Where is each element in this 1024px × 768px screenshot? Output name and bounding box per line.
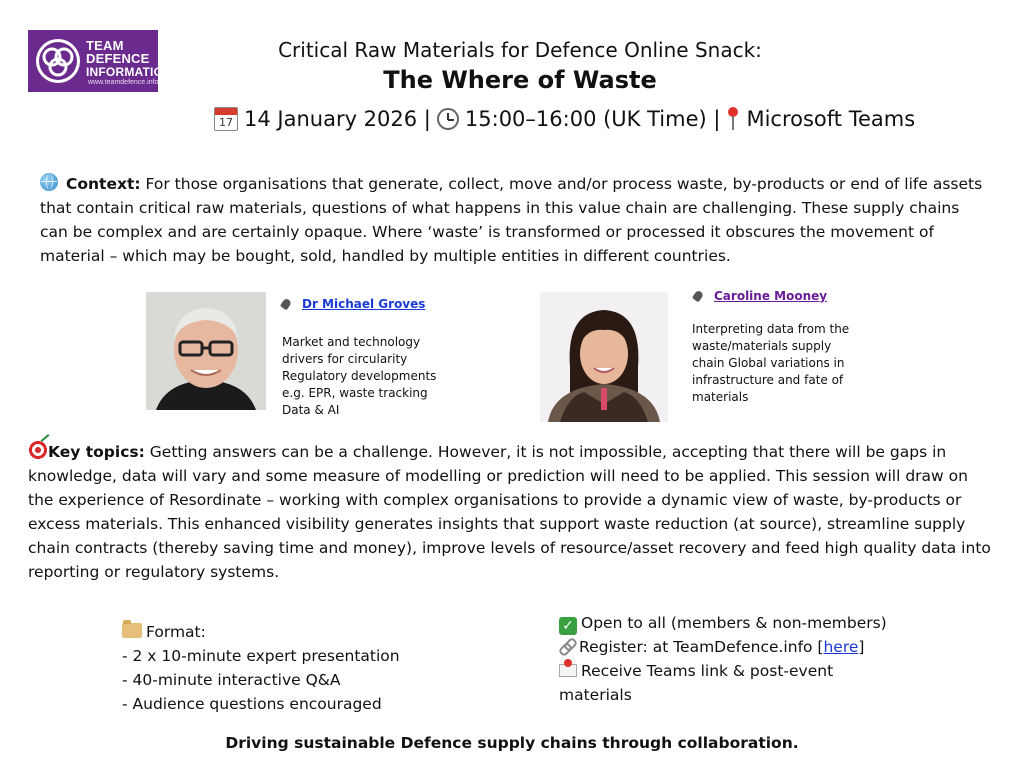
target-icon [28,440,48,460]
speaker-description-caroline-mooney: Interpreting data from the waste/materials supply chain Global variations in infrastructure and fate of materials [692,322,850,404]
folder-icon [122,623,142,638]
location-pin-icon [726,106,740,132]
register-text: Register: at TeamDefence.info [ [579,638,824,656]
envelope-icon [559,664,577,677]
format-item: - Audience questions encouraged [122,695,382,713]
logo-emblem-icon [32,36,84,86]
checkmark-icon: ✓ [559,617,577,635]
speaker-name-link-michael-groves[interactable]: Dr Michael Groves [282,297,425,311]
key-topics-label: Key topics: [48,443,145,461]
event-time: 15:00–16:00 (UK Time) | [464,107,721,131]
team-defence-logo [28,30,172,92]
event-title: The Where of Waste [383,66,657,94]
context-text: For those organisations that generate, collect, move and/or process waste, by-products or end of life assets that contain critical raw materials, questions of what happens in this value chain are challenging. These supply chains can be complex and are certainly opaque. Where ‘waste’ is transformed or processed it obscures the movement of material – which may be bought, sold, handled by multiple entities in different countries. [40,175,983,265]
calendar-icon: 17 [214,107,238,131]
key-topics-paragraph [28,440,994,584]
receive-link-text-continued: materials [559,686,632,704]
context-label: Context: [66,175,141,193]
register-here-link[interactable]: here [823,638,859,656]
logo-url: www.teamdefence.info [88,79,159,86]
format-label: Format: [146,623,206,641]
event-series-title: Critical Raw Materials for Defence Online Snack: [278,38,762,62]
footer-tagline: Driving sustainable Defence supply chains through collaboration. [225,734,799,752]
event-date: 14 January 2026 | [244,107,431,131]
speaker-name-link-caroline-mooney[interactable]: Caroline Mooney [694,289,827,303]
logo-text-team: TEAM [86,38,124,53]
context-paragraph [40,172,990,268]
globe-icon [40,173,58,191]
key-topics-text: Getting answers can be a challenge. However, it is not impossible, accepting that there will be gaps in knowledge, data will vary and some measure of modelling or prediction will need to be applied. This session will draw on the experience of Resordinate – working with complex organisations to provide a dynamic view of waste, by-products or excess materials. This enhanced visibility generates insights that support waste reduction (at source), streamline supply chain contracts (thereby saving time and money), improve levels of resource/asset recovery and feed high quality data into reporting or regulatory systems. [28,443,991,581]
speaker-photo-caroline-mooney [540,292,668,422]
event-location: Microsoft Teams [746,107,916,131]
event-details-line [214,106,915,132]
logo-text-defence: DEFENCE [86,51,150,66]
open-to-all-text: Open to all (members & non-members) [581,614,887,632]
microphone-icon [280,298,292,311]
format-item: - 40-minute interactive Q&A [122,671,341,689]
link-icon [559,638,575,654]
format-section [122,620,400,716]
speaker-photo-michael-groves [146,292,266,410]
receive-link-text: Receive Teams link & post-event [581,662,834,680]
logo-text-information: INFORMATION [86,65,172,79]
microphone-icon [692,290,704,303]
clock-icon [437,108,459,130]
attendance-info: ✓ Open to all (members & non-members) Register: at TeamDefence.info [here] Receive Teams link & post-event materials [559,611,919,707]
format-item: - 2 x 10-minute expert presentation [122,647,400,665]
speaker-description-michael-groves: Market and technology drivers for circularity Regulatory developments e.g. EPR, waste tracking Data & AI [282,335,437,417]
